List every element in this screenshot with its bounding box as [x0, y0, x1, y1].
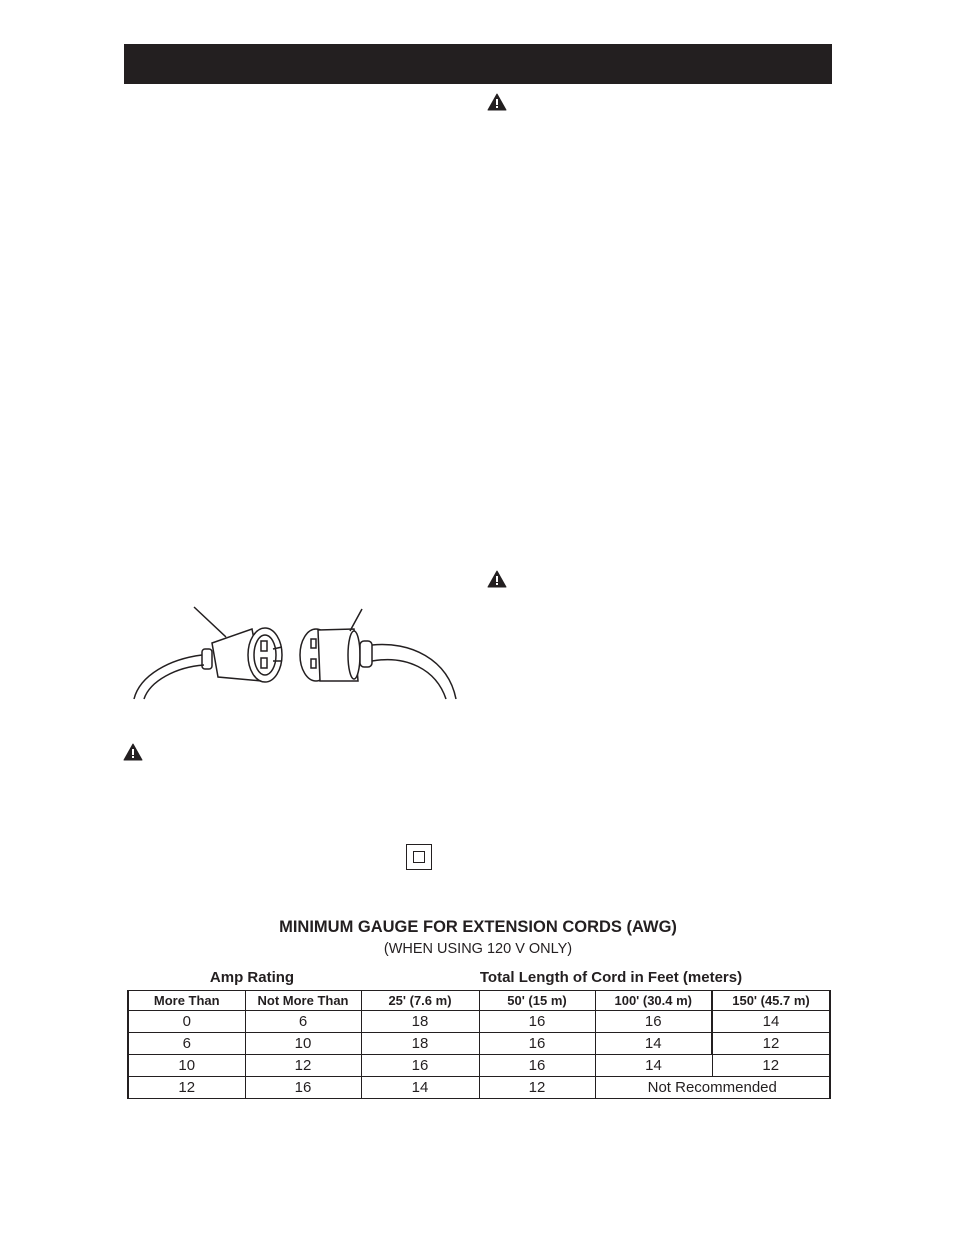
table-row: [128, 1011, 830, 1033]
table-row: [128, 1055, 830, 1077]
double-insulated-square-icon: [406, 844, 432, 870]
table-cell: 18: [361, 1033, 479, 1055]
warning-triangle-icon: [123, 743, 143, 761]
table-cell: 6: [245, 1011, 361, 1033]
table-row: [128, 1077, 830, 1099]
warning-triangle-icon: [487, 570, 507, 588]
table-cell: 14: [712, 1011, 830, 1033]
extension-cord-gauge-table: [127, 990, 831, 1099]
column-header-not-more-than: Not More Than: [245, 991, 361, 1011]
table-cell: 14: [595, 1055, 712, 1077]
column-header-100ft: 100' (30.4 m): [595, 991, 712, 1011]
table-cell: 12: [245, 1055, 361, 1077]
table-cell: 16: [245, 1077, 361, 1099]
amp-rating-group-label: Amp Rating: [209, 969, 295, 986]
table-cell: 14: [595, 1033, 712, 1055]
table-cell: 16: [479, 1033, 595, 1055]
column-header-25ft: 25' (7.6 m): [361, 991, 479, 1011]
table-cell: 12: [712, 1033, 830, 1055]
table-cell: 14: [361, 1077, 479, 1099]
table-cell: 16: [361, 1055, 479, 1077]
table-cell: 12: [712, 1055, 830, 1077]
cord-length-group-label: Total Length of Cord in Feet (meters): [479, 969, 743, 986]
table-cell: 12: [128, 1077, 245, 1099]
table-subtitle: (WHEN USING 120 V ONLY): [383, 941, 573, 957]
table-cell: 6: [128, 1033, 245, 1055]
table-cell: 10: [245, 1033, 361, 1055]
table-cell: 18: [361, 1011, 479, 1033]
column-header-150ft: 150' (45.7 m): [712, 991, 830, 1011]
not-recommended-cell: Not Recommended: [595, 1077, 830, 1099]
column-header-more-than: More Than: [128, 991, 245, 1011]
table-cell: 0: [128, 1011, 245, 1033]
table-cell: 16: [479, 1055, 595, 1077]
column-header-50ft: 50' (15 m): [479, 991, 595, 1011]
table-cell: 16: [595, 1011, 712, 1033]
extension-cord-plug-illustration: [130, 603, 466, 703]
section-header-bar: [124, 44, 832, 84]
table-cell: 16: [479, 1011, 595, 1033]
table-header-row: [128, 991, 830, 1011]
table-cell: 12: [479, 1077, 595, 1099]
warning-triangle-icon: [487, 93, 507, 111]
table-cell: 10: [128, 1055, 245, 1077]
table-title: MINIMUM GAUGE FOR EXTENSION CORDS (AWG): [279, 918, 677, 936]
table-row: [128, 1033, 830, 1055]
